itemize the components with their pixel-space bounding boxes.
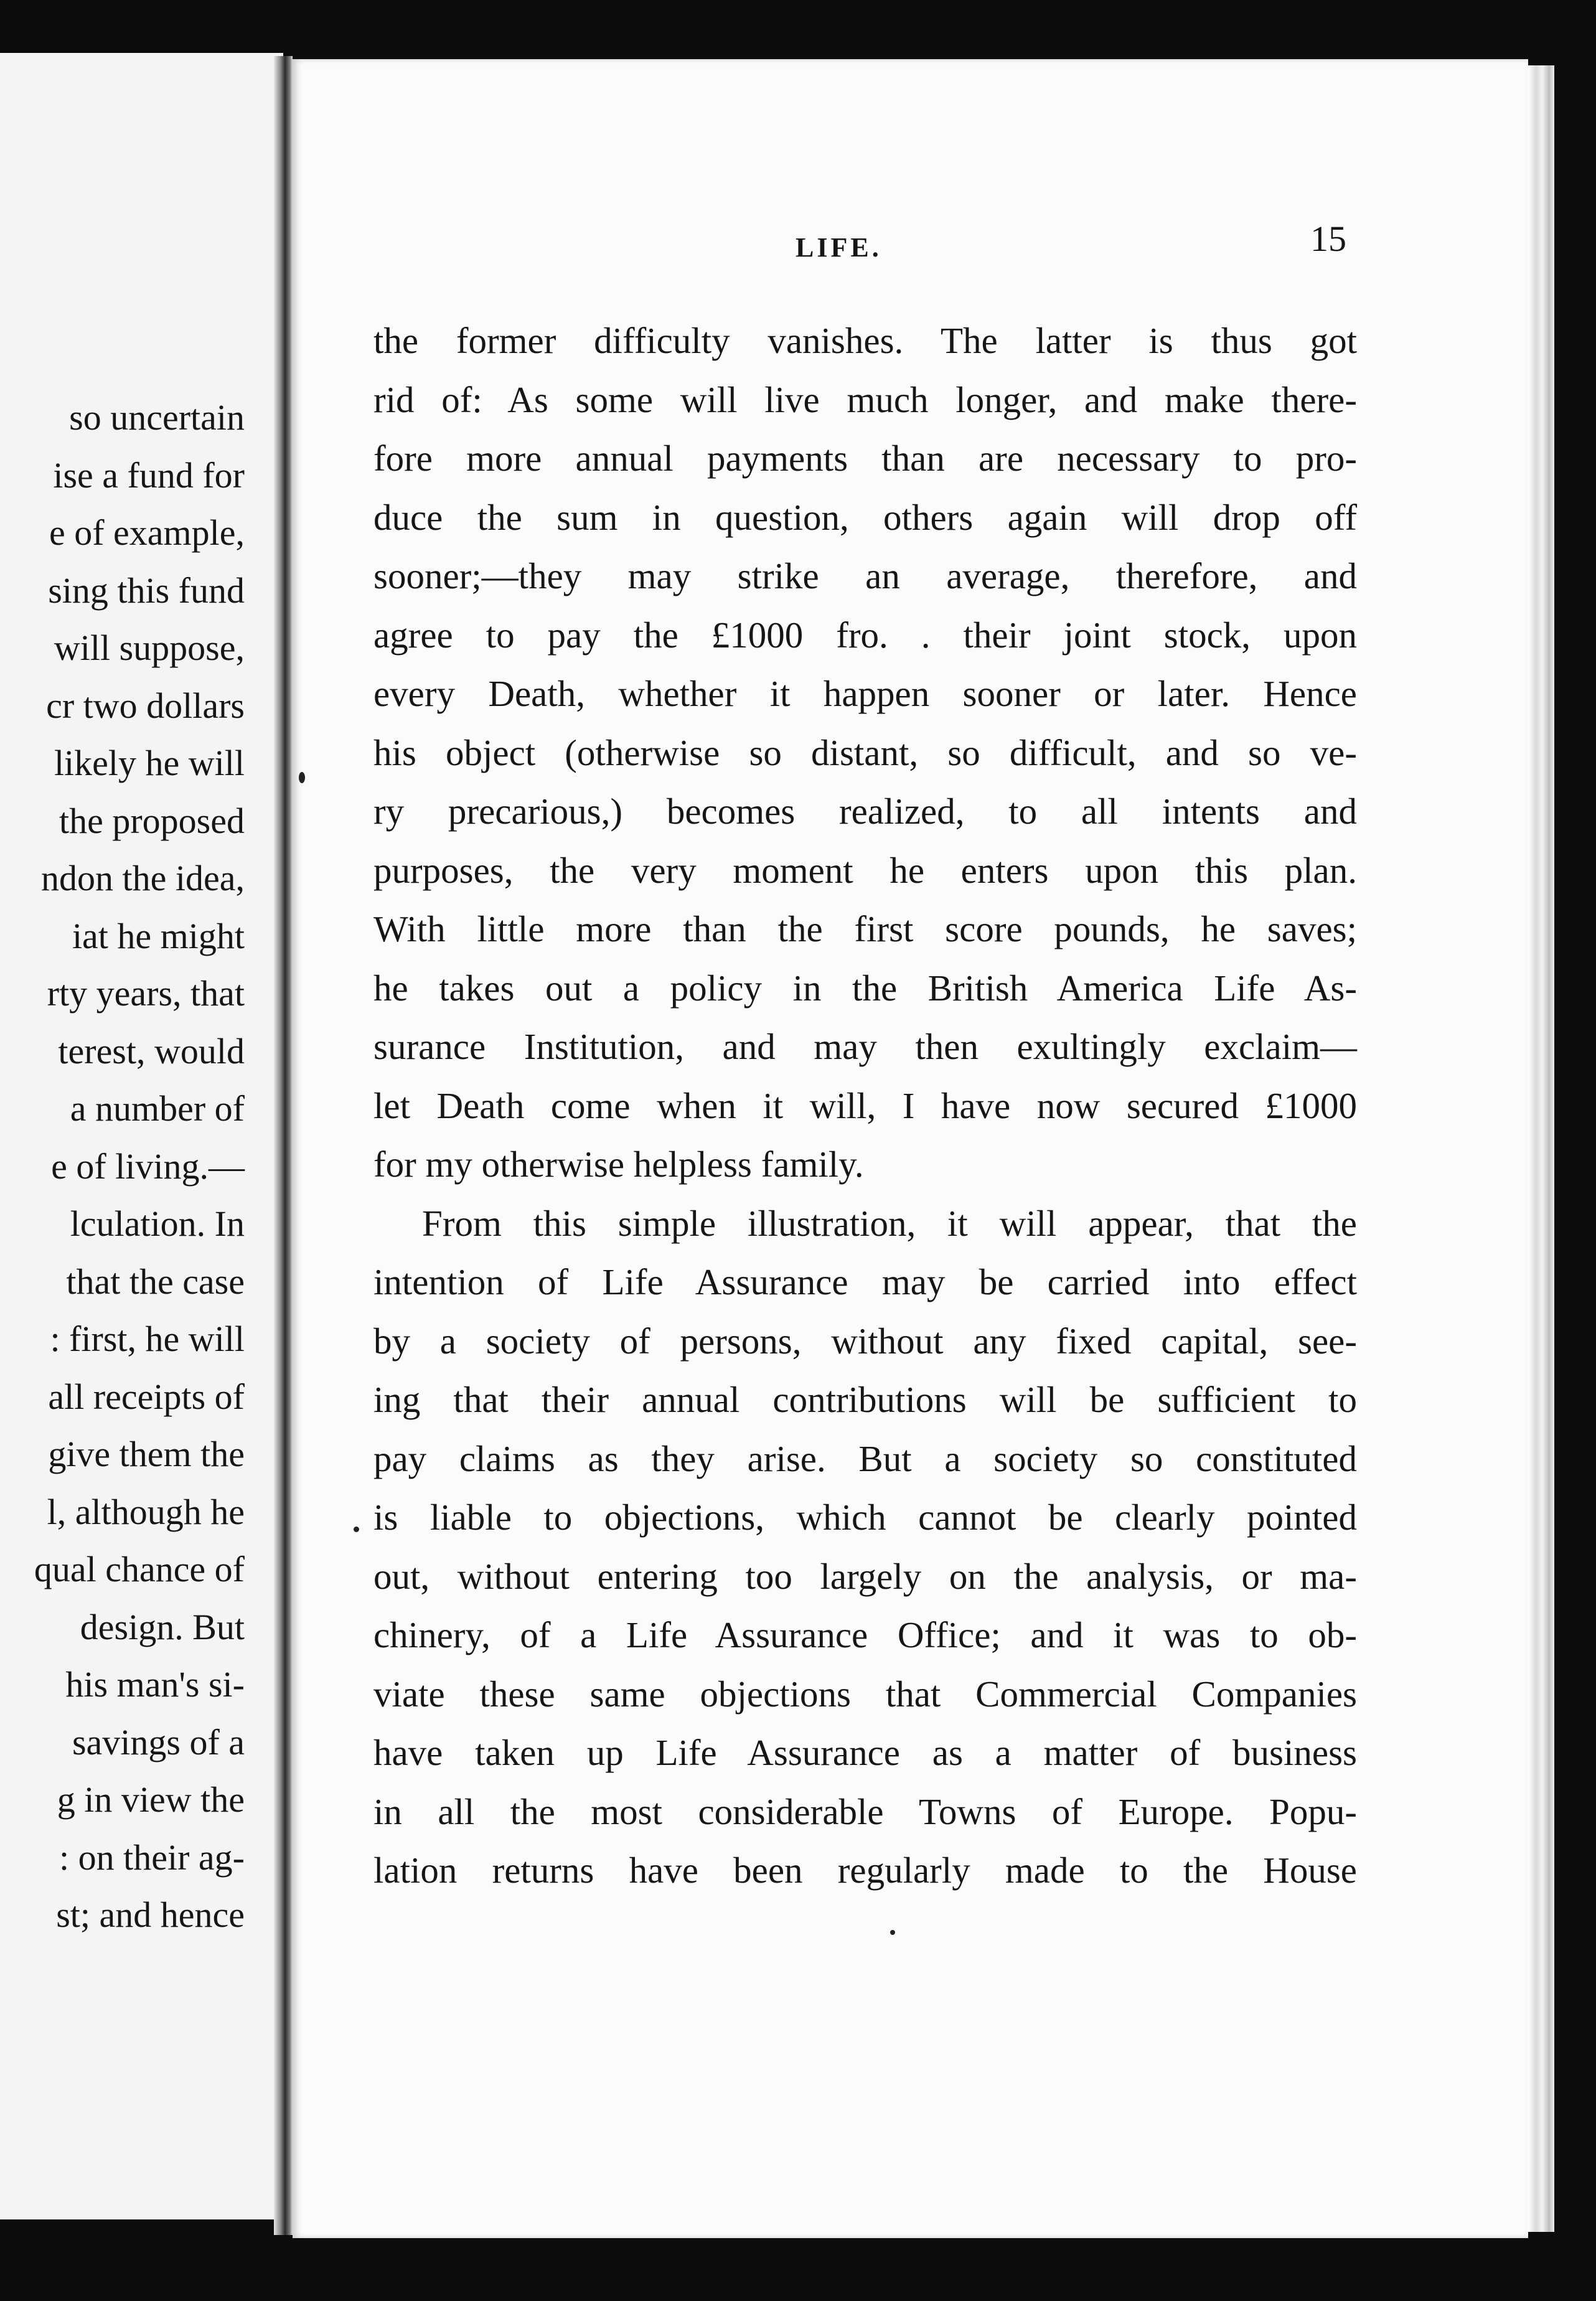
left-page-line: design. But <box>80 1606 245 1647</box>
left-page-line: l, although he <box>47 1491 245 1532</box>
text-line: lation returns have been regularly made to the House <box>373 1850 1357 1891</box>
text-line: intention of Life Assurance may be carried into effect <box>373 1261 1357 1302</box>
text-line: the former difficulty vanishes. The latter is thus got <box>373 320 1357 361</box>
text-line: sooner;—they may strike an average, therefore, and <box>373 555 1357 596</box>
scan-speck <box>354 1527 359 1532</box>
scan-speck <box>890 1930 895 1935</box>
left-page-line: cr two dollars <box>46 685 245 726</box>
text-line: fore more annual payments than are necessary to pro- <box>373 438 1357 479</box>
left-page-line: savings of a <box>72 1721 245 1762</box>
text-line: chinery, of a Life Assurance Office; and it was to ob- <box>373 1614 1357 1655</box>
left-page-line: the proposed <box>59 800 245 841</box>
left-page-line: ise a fund for <box>53 454 245 496</box>
left-page-line: sing this fund <box>48 570 245 611</box>
left-page-line: lculation. In <box>70 1203 245 1244</box>
left-page-line: will suppose, <box>54 628 245 668</box>
left-page-line: : first, he will <box>50 1319 245 1359</box>
text-line: by a society of persons, without any fixed capital, see- <box>373 1320 1357 1362</box>
text-line: let Death come when it will, I have now secured £1000 <box>373 1085 1357 1126</box>
left-page-line: g in view the <box>57 1779 245 1820</box>
left-page-line: his man's si- <box>65 1664 245 1705</box>
left-page-line: qual chance of <box>34 1549 245 1589</box>
left-facing-page <box>0 53 283 2219</box>
body-text <box>373 311 1357 1900</box>
running-title: LIFE. <box>796 232 882 263</box>
paragraph-1 <box>373 311 1357 1194</box>
left-page-line: that the case <box>66 1261 245 1302</box>
left-page-line: st; and hence <box>56 1894 245 1935</box>
left-page-line: iat he might <box>72 915 245 956</box>
paragraph-2 <box>373 1194 1357 1900</box>
text-line: ry precarious,) becomes realized, to all intents and <box>373 791 1357 832</box>
left-page-line: ndon the idea, <box>41 858 245 898</box>
text-line: duce the sum in question, others again will drop off <box>373 496 1357 538</box>
text-line: agree to pay the £1000 fro. . their joint stock, upon <box>373 614 1357 656</box>
text-line: ing that their annual contributions will be sufficient to <box>373 1379 1357 1420</box>
left-page-line: a number of <box>70 1088 245 1129</box>
text-line: rid of: As some will live much longer, and make there- <box>373 379 1357 420</box>
left-page-line: give them the <box>48 1434 245 1474</box>
text-line: pay claims as they arise. But a society so constituted <box>373 1438 1357 1479</box>
scan-speck <box>299 772 305 783</box>
text-line: his object (otherwise so distant, so difficult, and so ve- <box>373 732 1357 773</box>
left-page-line: so uncertain <box>69 397 245 438</box>
left-page-line: e of example, <box>49 512 245 553</box>
left-page-text <box>0 389 245 1944</box>
left-page-line: all receipts of <box>48 1376 245 1417</box>
text-line: surance Institution, and may then exultingly exclaim— <box>373 1026 1357 1067</box>
text-line: viate these same objections that Commercial Companies <box>373 1673 1357 1715</box>
text-line: have taken up Life Assurance as a matter of business <box>373 1732 1357 1773</box>
text-line: From this simple illustration, it will appear, that the <box>422 1202 1357 1244</box>
left-page-line: terest, would <box>58 1030 245 1071</box>
left-page-line: : on their ag- <box>59 1837 245 1878</box>
left-page-line: rty years, that <box>47 973 245 1014</box>
page-edge <box>1528 65 1554 2232</box>
text-line: he takes out a policy in the British America Life As- <box>373 967 1357 1009</box>
page-number: 15 <box>1310 219 1346 259</box>
text-line: for my otherwise helpless family. <box>373 1144 864 1185</box>
text-line: every Death, whether it happen sooner or later. Hence <box>373 673 1357 714</box>
left-page-line: likely he will <box>54 743 245 783</box>
text-line: out, without entering too largely on the analysis, or ma- <box>373 1555 1357 1597</box>
text-line: With little more than the first score pounds, he saves; <box>373 908 1357 949</box>
text-line: in all the most considerable Towns of Europe. Popu- <box>373 1790 1357 1832</box>
text-line: purposes, the very moment he enters upon this plan. <box>373 849 1357 891</box>
book-gutter <box>274 56 293 2235</box>
left-page-line: e of living.— <box>51 1146 245 1187</box>
text-line: is liable to objections, which cannot be clearly pointed <box>373 1497 1357 1538</box>
